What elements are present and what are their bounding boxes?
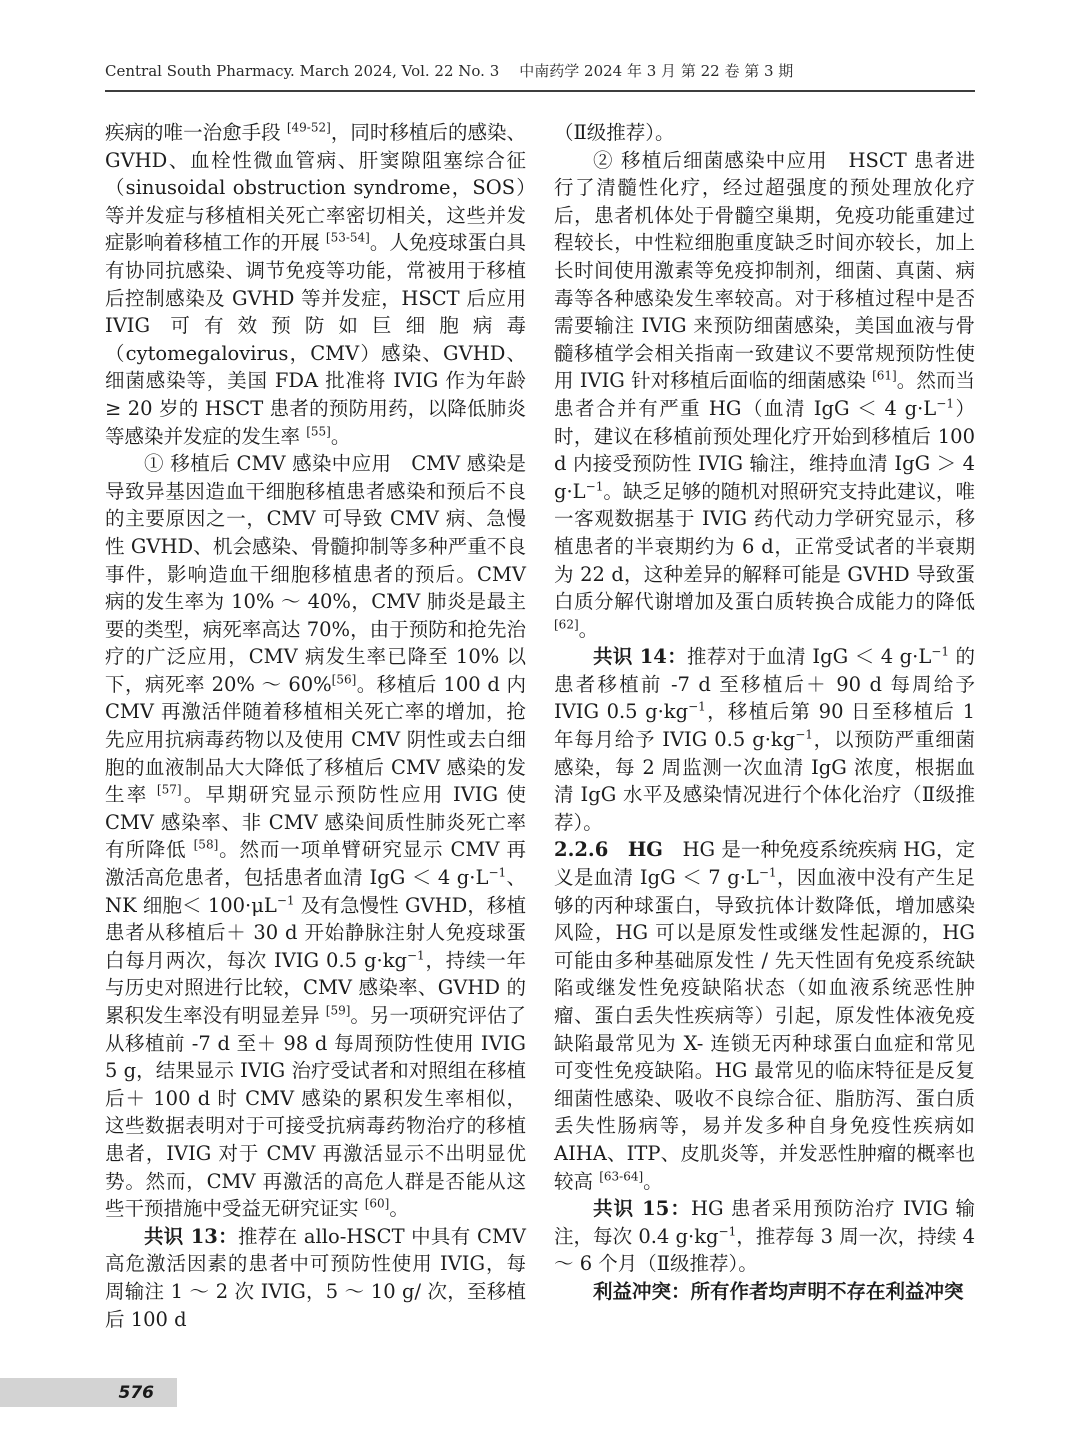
- paragraph: [105, 119, 526, 450]
- superscript-ref: −1: [585, 479, 604, 494]
- text-run: 疾病的唯一治愈手段: [105, 121, 287, 144]
- bold-label: 共识 15：: [593, 1197, 691, 1221]
- header-divider: [105, 90, 975, 92]
- text-run: ）时，建议在移植前预处理化疗开始到移植后 100 d 内接受预防性 IVIG 输注，维持血清 IgG ＞ 4 g·L: [554, 396, 975, 503]
- bold-label: 2.2.6 HG: [554, 838, 663, 862]
- text-run: 推荐在 allo-HSCT 中具有 CMV 高危激活因素的患者中可预防性使用 IVIG，每周输注 1 ～ 2 次 IVIG，5 ～ 10 g/ 次，至移植后 100 d: [105, 1224, 526, 1331]
- text-run: ，持续一年与历史对照进行比较，CMV 感染率、GVHD 的累积发生率没有明显差异: [105, 948, 526, 1027]
- bold-label: 共识 13：: [144, 1224, 238, 1248]
- paragraph: [554, 1195, 975, 1278]
- text-run: 、NK 细胞＜ 100·μL: [105, 866, 526, 917]
- text-run: HG 患者采用预防治疗 IVIG 输注，每次 0.4 g·kg: [554, 1197, 975, 1248]
- text-run: 。人免疫球蛋白具有协同抗感染、调节免疫等功能，常被用于移植后控制感染及 GVHD 等并发症，HSCT 后应用 IVIG 可有效预防如巨细胞病毒（cytomegalovirus，CMV）感染、GVHD、细菌感染等，美国 FDA 批准将 IVIG 作为年龄≥ 20 岁的 HSCT 患者的预防用药，以降低肺炎等感染并发症的发生率: [105, 231, 526, 448]
- paragraph: [105, 450, 526, 1223]
- superscript-ref: [59]: [325, 1003, 351, 1018]
- superscript-ref: [56]: [331, 672, 357, 687]
- page-header: [105, 60, 975, 92]
- superscript-ref: −1: [718, 1224, 737, 1239]
- text-run: ，同时移植后的感染、GVHD、血栓性微血管病、肝窦隙阻塞综合征（sinusoidal obstruction syndrome，SOS）等并发症与移植相关死亡率密切相关，这些并发症影响着移植工作的开展: [105, 121, 526, 255]
- superscript-ref: −1: [936, 396, 954, 411]
- text-run: ，推荐每 3 周一次，持续 4 ～ 6 个月（Ⅱ级推荐）。: [554, 1224, 975, 1276]
- text-run: 。另一项研究评估了从移植前 -7 d 至＋ 98 d 每周预防性使用 IVIG 5 g，结果显示 IVIG 治疗受试者和对照组在移植后＋ 100 d 时 CMV 感染的累积发生率相似，这些数据表明对于可接受抗病毒药物治疗的移植患者，IVIG 对于 CMV 再激活显示不出明显优势。然而，CMV 再激活的高危人群是否能从这些干预措施中受益无研究证实: [105, 1004, 526, 1221]
- running-head: [105, 60, 975, 81]
- paragraph: [554, 1278, 975, 1306]
- text-run: ，因血液中没有产生足够的丙种球蛋白，导致抗体计数降低，增加感染风险，HG 可以是原发性或继发性起源的，HG 可能由多种基础原发性 / 先天性固有免疫系统缺陷或继发性免疫缺陷状态（如血液系统恶性肿瘤、蛋白丢失性疾病等）引起，原发性体液免疫缺陷最常见为 X- 连锁无丙种球蛋白血症和常见可变性免疫缺陷。HG 最常见的临床特征是反复细菌性感染、吸收不良综合征、脂肪泻、蛋白质丢失性肠病等，易并发多种自身免疫性疾病如 AIHA、ITP、皮肌炎等，并发恶性肿瘤的概率也较高: [554, 866, 975, 1193]
- superscript-ref: [62]: [554, 617, 579, 632]
- paragraph: [105, 1223, 526, 1333]
- conflict-of-interest-statement: 利益冲突：所有作者均声明不存在利益冲突: [593, 1279, 964, 1303]
- paragraph: [554, 147, 975, 644]
- text-run: 。然而一项单臂研究显示 CMV 再激活高危患者，包括患者血清 IgG ＜ 4 g·L: [105, 838, 526, 890]
- article-body: [105, 119, 975, 1333]
- column-left: [105, 119, 526, 1333]
- paragraph: [554, 836, 975, 1195]
- paragraph: [554, 643, 975, 836]
- text-run: HG 是一种免疫系统疾病 HG，定义是血清 IgG ＜ 7 g·L: [554, 838, 976, 890]
- text-run: （Ⅱ级推荐）。: [554, 121, 675, 144]
- superscript-ref: [60]: [364, 1196, 390, 1211]
- bold-label: 共识 14：: [593, 645, 688, 669]
- superscript-ref: [49-52]: [286, 120, 331, 135]
- text-run: 。: [389, 1197, 409, 1221]
- text-run: 。移植后 100 d 内 CMV 再激活伴随着移植相关死亡率的增加，抢先应用抗病毒药物以及使用 CMV 阴性或去白细胞的血液制品大大降低了移植后 CMV 感染的发生率: [105, 672, 526, 807]
- text-run: 推荐对于血清 IgG ＜ 4 g·L: [687, 645, 932, 669]
- superscript-ref: [55]: [306, 424, 331, 439]
- superscript-ref: −1: [931, 644, 949, 659]
- superscript-ref: [57]: [156, 782, 182, 797]
- text-run: ① 移植后 CMV 感染中应用 CMV 感染是导致异基因造血干细胞移植患者感染和预后不良的主要原因之一，CMV 可导致 CMV 病、急慢性 GVHD、机会感染、骨髓抑制等多种严重不良事件，影响造血干细胞移植患者的预后。CMV 病的发生率为 10% ～ 40%，CMV 肺炎是最主要的类型，病死率高达 70%，由于预防和抢先治疗的广泛应用，CMV 病发生率已降至 10% 以下，病死率 20% ～ 60%: [105, 452, 526, 696]
- page-number: 576: [118, 1382, 154, 1403]
- text-run: ，以预防严重细菌感染，每 2 周监测一次血清 IgG 浓度，根据血清 IgG 水平及感染情况进行个体化治疗（Ⅱ级推荐）。: [554, 728, 975, 834]
- column-right: [554, 119, 975, 1333]
- text-run: 的患者移植前 -7 d 至移植后＋ 90 d 每周给予 IVIG 0.5 g·kg: [554, 645, 975, 724]
- superscript-ref: [61]: [872, 368, 897, 383]
- text-run: 及有急慢性 GVHD，移植患者从移植后＋ 30 d 开始静脉注射人免疫球蛋白每月两次，每次 IVIG 0.5 g·kg: [105, 893, 526, 972]
- text-run: 。缺乏足够的随机对照研究支持此建议，唯一客观数据基于 IVIG 药代动力学研究显示，移植患者的半衰期约为 6 d，正常受试者的半衰期为 22 d，这种差异的解释可能是 GVHD 导致蛋白质分解代谢增加及蛋白质转换合成能力的降低: [554, 479, 975, 614]
- text-run: 。: [330, 424, 351, 448]
- journal-title-chinese: 中南药学 2024 年 3 月 第 22 卷 第 3 期: [519, 62, 794, 80]
- text-run: 。: [578, 617, 599, 641]
- superscript-ref: −1: [795, 727, 813, 742]
- superscript-ref: −1: [758, 865, 777, 880]
- superscript-ref: −1: [407, 948, 425, 963]
- superscript-ref: [63-64]: [599, 1169, 644, 1184]
- journal-title-english: Central South Pharmacy. March 2024, Vol. 22 No. 3: [105, 62, 500, 80]
- text-run: 。: [643, 1169, 663, 1193]
- text-run: ，移植后第 90 日至移植后 1 年每月给予 IVIG 0.5 g·kg: [554, 700, 975, 752]
- paragraph: [554, 119, 975, 147]
- superscript-ref: −1: [488, 865, 507, 880]
- page-number-bar: [0, 1378, 177, 1407]
- text-run: ② 移植后细菌感染中应用 HSCT 患者进行了清髓性化疗，经过超强度的预处理放化疗后，患者机体处于骨髓空巢期，免疫功能重建过程较长，中性粒细胞重度缺乏时间亦较长，加上长时间使用激素等免疫抑制剂，细菌、真菌、病毒等各种感染发生率较高。对于移植过程中是否需要输注 IVIG 来预防细菌感染，美国血液与骨髓移植学会相关指南一致建议不要常规预防性使用 IVIG 针对移植后面临的细菌感染: [554, 148, 975, 393]
- text-run: 。早期研究显示预防性应用 IVIG 使 CMV 感染率、非 CMV 感染间质性肺炎死亡率有所降低: [105, 783, 526, 862]
- superscript-ref: −1: [276, 893, 295, 908]
- text-run: 。然而当患者合并有严重 HG（血清 IgG ＜ 4 g·L: [554, 369, 975, 420]
- superscript-ref: −1: [688, 699, 706, 714]
- superscript-ref: [53-54]: [325, 230, 370, 245]
- superscript-ref: [58]: [193, 837, 219, 852]
